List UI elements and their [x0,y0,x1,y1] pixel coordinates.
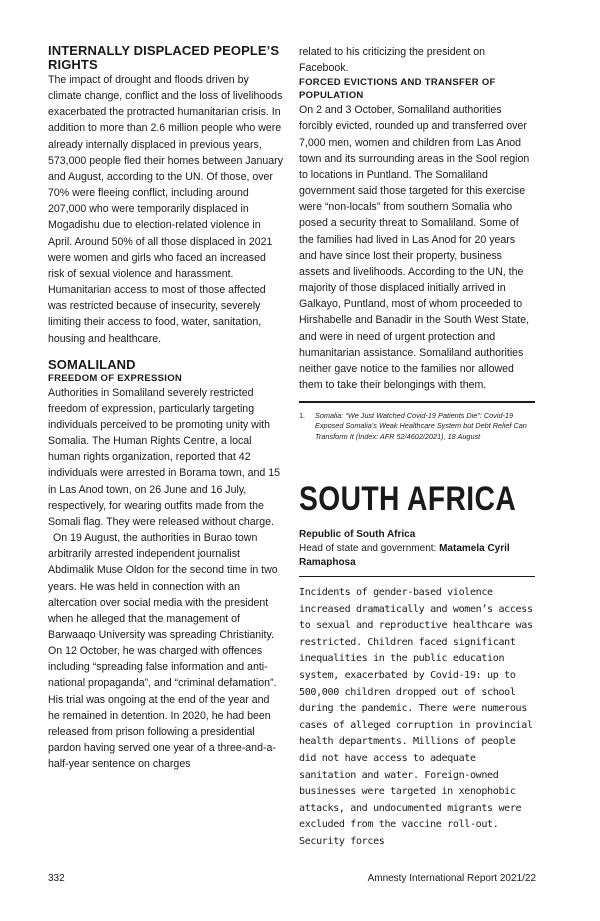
report-title: Amnesty International Report 2021/22 [367,873,536,884]
head-of-state-name: Matamela Cyril Ramaphosa [299,543,510,569]
footnote [299,411,535,442]
page-number: 332 [48,873,65,884]
country-summary: Incidents of gender-based violence increased dramatically and women’s access to sexual and reproductive healthcare was restricted. Children faced significant inequalities in the public education system, exacerbated by Covid-19: up to 500,000 children dropped out of school during the pandemic. There were numerous cases of alleged corruption in provincial health departments. Millions of people did not have access to adequate sanitation and water. Foreign-owned businesses were targeted in xenophobic attacks, and undocumented migrants were excluded from the vaccine roll-out. Security forces [299,587,533,847]
footnote-number: 1. [299,411,306,421]
official-country-name: Republic of South Africa [299,529,416,541]
evictions-paragraph: On 2 and 3 October, Somaliland authorities forcibly evicted, rounded up and transferred over 7,000 men, women and children from Las Anod town and its surrounding areas in the Sool region to locations in Puntland. The Somaliland government said those targeted for this exercise were “non-locals” from southern Somalia who posed a security threat to Somaliland. Some of the families had lived in Las Anod for 20 years and have since lost their property, business assets and livelihoods. According to the UN, the majority of those displaced initially arrived in Galkayo, Puntland, most of whom proceeded to Hirshabelle and Banadir in the South West State, and were in need of urgent protection and humanitarian assistance. Somaliland authorities neither gave notice to the families nor allowed them to take their belongings with them. [299,104,530,391]
left-column [48,44,284,772]
footnote-divider [299,401,535,403]
continuation-paragraph: related to his criticizing the president on Facebook. [299,46,486,75]
head-of-state [299,542,535,570]
summary-divider [299,576,535,577]
right-column [299,44,535,851]
freedom-paragraph-1: Authorities in Somaliland severely restricted freedom of expression, particularly targeting individuals perceived to be promoting unity with Somalia. The Human Rights Centre, a local human rights organization, reported that 42 individuals were arrested in Borama town, and 15 in Las Anod town, on 26 June and 16 July, respectively, for wearing outfits made from the Somali flag. They were released without charge. [48,386,281,528]
idp-paragraph: The impact of drought and floods driven by climate change, conflict and the loss of livelihoods exacerbated the protracted humanitarian crisis. In addition to more than 2.6 million people who were already internally displaced in previous years, 573,000 people fled their homes between January and August, according to the UN. Of those, over 70% were fleeing conflict, including around 207,000 who were temporarily displaced in Mogadishu due to election-related violence in April. Around 50% of all those displaced in 2021 were women and girls who faced an increased risk of sexual violence and harassment. Humanitarian access to most of those affected was restricted because of insecurity, severely limiting their access to food, water, sanitation, housing and healthcare. [48,74,283,345]
freedom-paragraph-2: On 19 August, the authorities in Burao town arbitrarily arrested independent journalist Abdimalik Muse Oldon for the second time in two years. He was held in connection with an altercation over social media with the president when he alleged that the management of Barwaaqo University was spreading Christianity. On 12 October, he was charged with offences including “spreading false information and anti-national propaganda”, and “criminal defamation”. His trial was ongoing at the end of the year and he remained in detention. In 2020, he had been released from prison following a presidential pardon having served one year of a three-and-a-half-year sentence on charges [48,532,278,771]
freedom-of-expression-subheading: FREEDOM OF EXPRESSION [48,372,183,384]
somaliland-heading: SOMALILAND [48,356,136,372]
head-of-state-label: Head of state and government: [299,543,437,555]
country-title: SOUTH AFRICA [299,480,517,519]
forced-evictions-subheading: FORCED EVICTIONS AND TRANSFER OF POPULATION [299,77,496,102]
idp-heading: INTERNALLY DISPLACED PEOPLE’S RIGHTS [48,43,280,72]
footnote-text: Somalia: “We Just Watched Covid-19 Patients Die”: Covid-19 Exposed Somalia’s Weak Healthcare System but Debt Relief Can Transform It (Index: AFR 52/4602/2021), 18 August [315,411,527,441]
